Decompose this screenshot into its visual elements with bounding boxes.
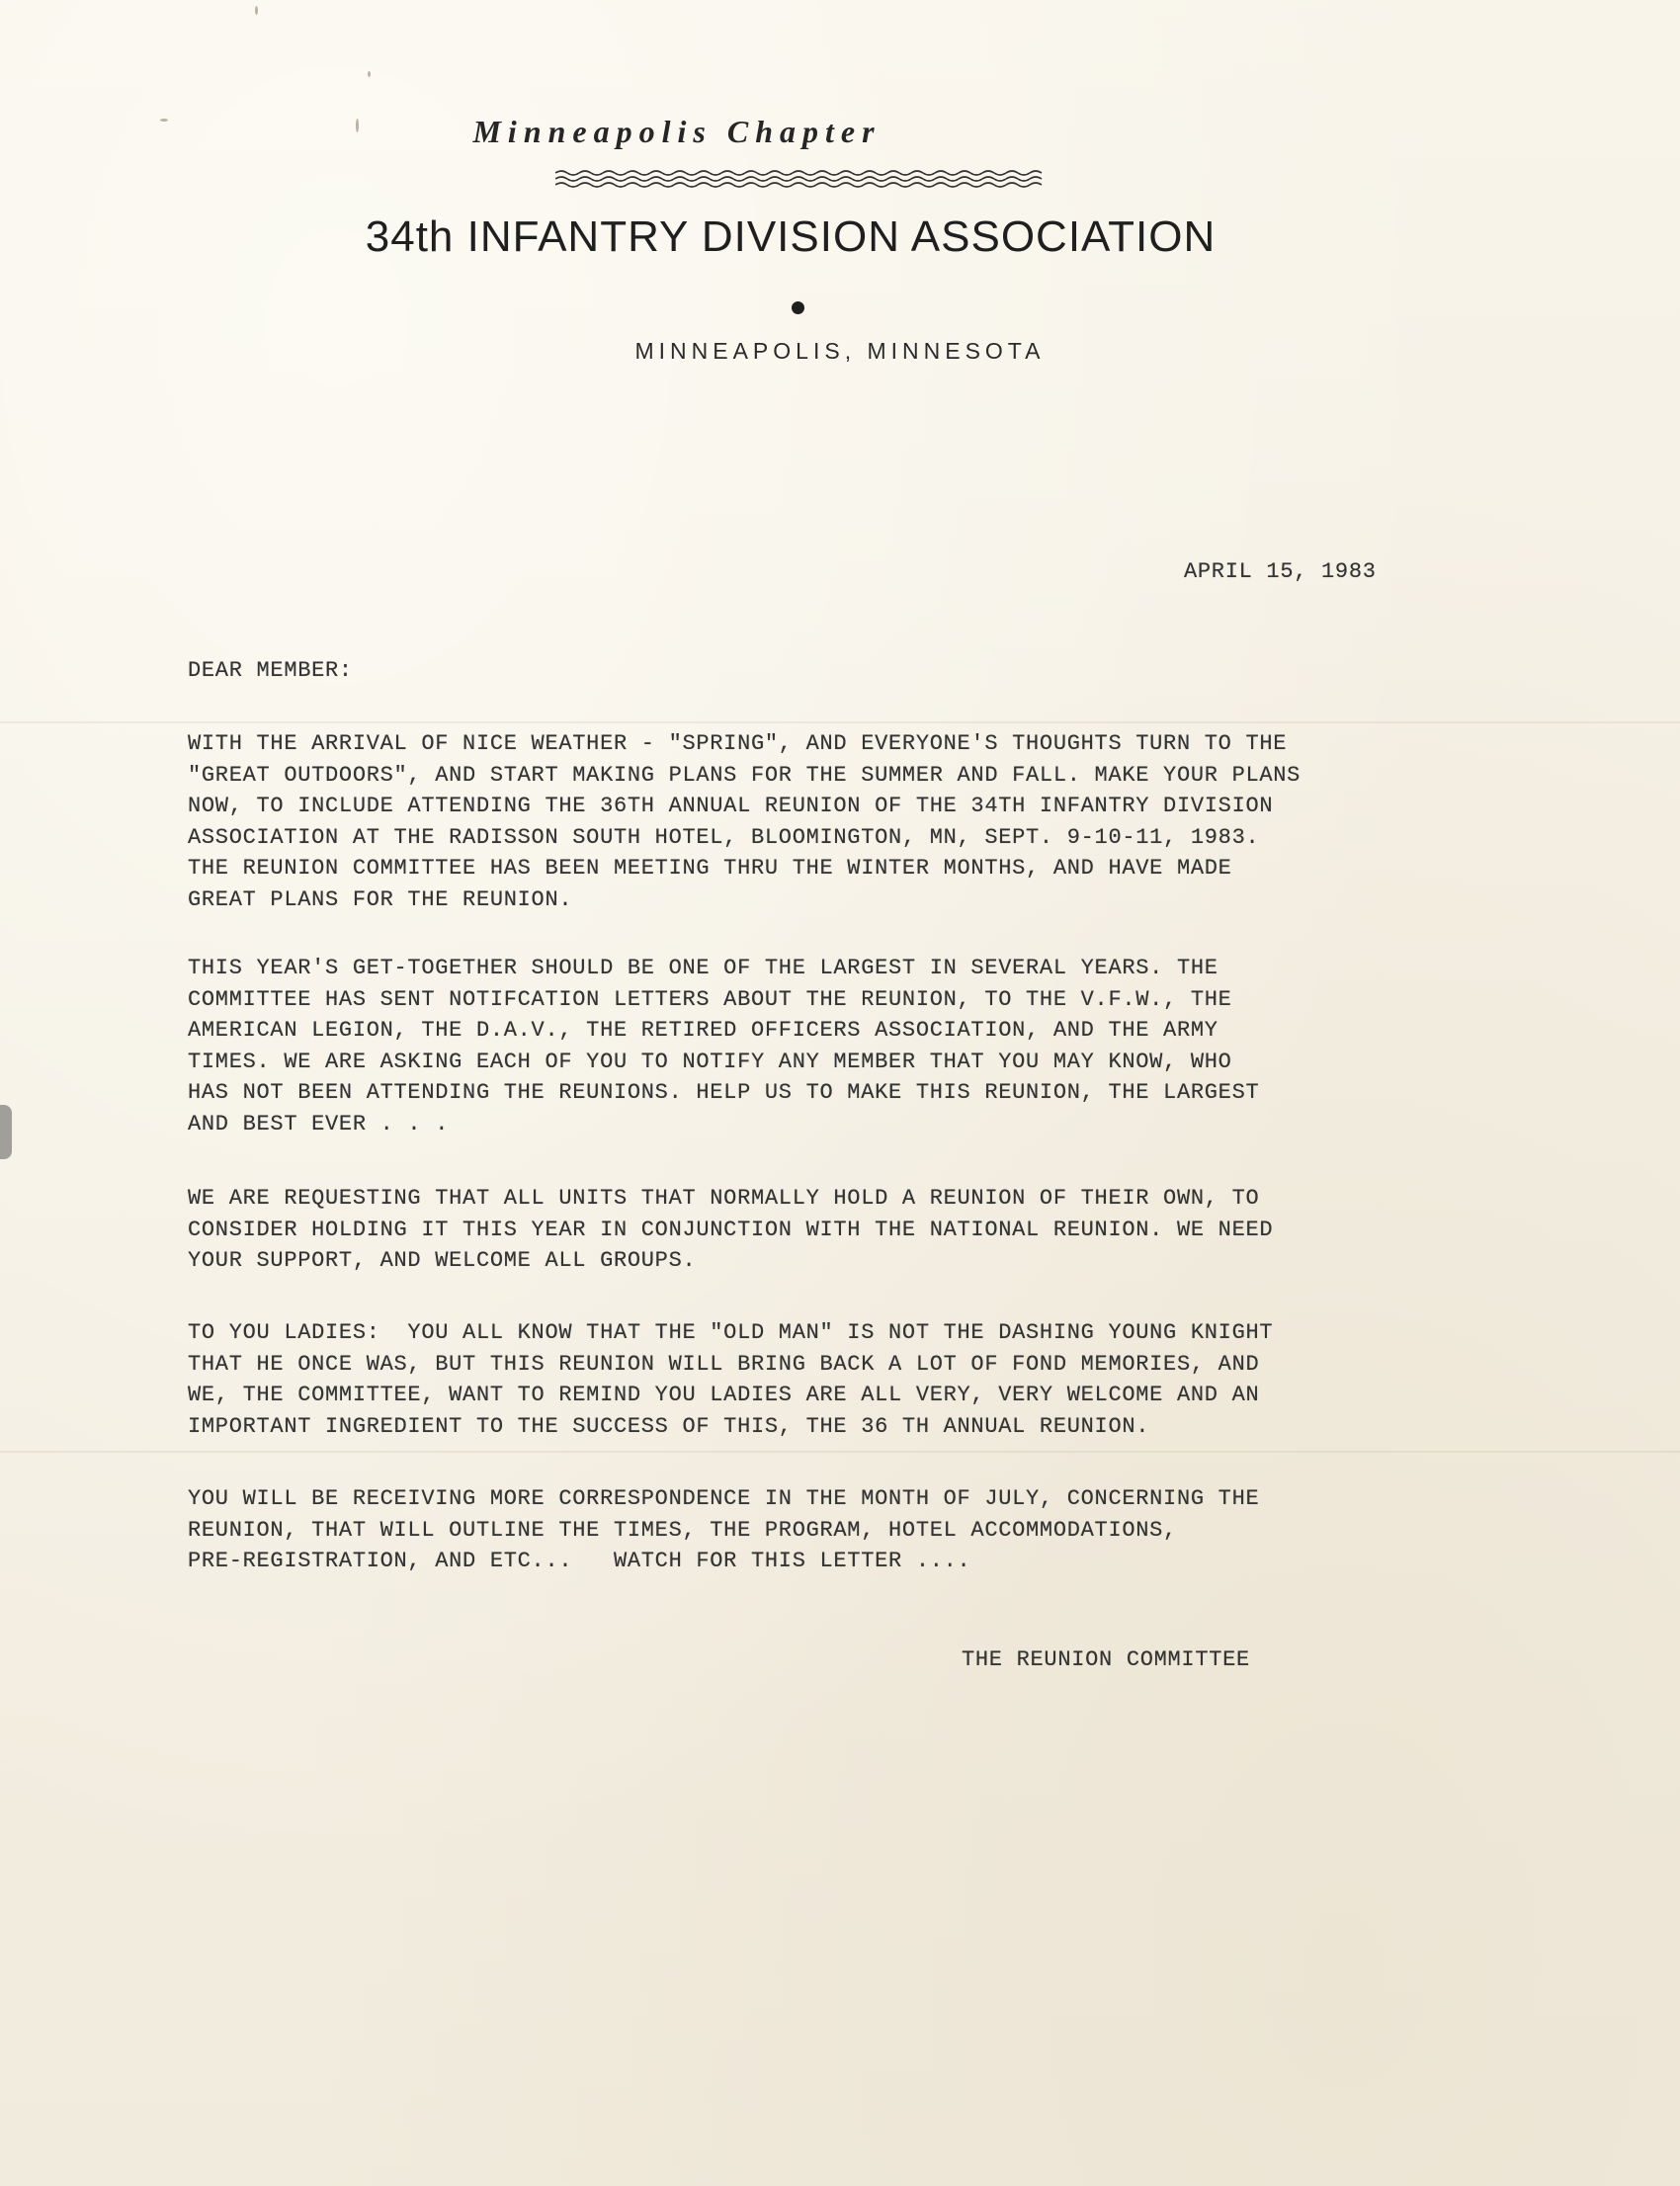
- paragraph-line: YOUR SUPPORT, AND WELCOME ALL GROUPS.: [188, 1248, 697, 1273]
- letter-paragraph: [188, 1183, 1552, 1277]
- paragraph-line: PRE-REGISTRATION, AND ETC... WATCH FOR THIS LETTER ....: [188, 1549, 971, 1573]
- paragraph-line: REUNION, THAT WILL OUTLINE THE TIMES, THE PROGRAM, HOTEL ACCOMMODATIONS,: [188, 1517, 1177, 1543]
- paragraph-line: AND BEST EVER . . .: [188, 1111, 450, 1136]
- paragraph-line: WE ARE REQUESTING THAT ALL UNITS THAT NORMALLY HOLD A REUNION OF THEIR OWN, TO: [188, 1186, 1260, 1211]
- letterhead-wave-rule: [555, 168, 1046, 190]
- paragraph-line: TO YOU LADIES: YOU ALL KNOW THAT THE "OLD MAN" IS NOT THE DASHING YOUNG KNIGHT: [188, 1320, 1274, 1345]
- paragraph-line: NOW, TO INCLUDE ATTENDING THE 36TH ANNUAL REUNION OF THE 34TH INFANTRY DIVISION: [188, 794, 1274, 818]
- paragraph-line: WITH THE ARRIVAL OF NICE WEATHER - "SPRING", AND EVERYONE'S THOUGHTS TURN TO THE: [188, 731, 1288, 756]
- paragraph-line: AMERICAN LEGION, THE D.A.V., THE RETIRED OFFICERS ASSOCIATION, AND THE ARMY: [188, 1018, 1218, 1043]
- paragraph-line: THAT HE ONCE WAS, BUT THIS REUNION WILL BRING BACK A LOT OF FOND MEMORIES, AND: [188, 1351, 1260, 1377]
- letterhead-city: MINNEAPOLIS, MINNESOTA: [634, 338, 1046, 364]
- paragraph-line: YOU WILL BE RECEIVING MORE CORRESPONDENCE IN THE MONTH OF JULY, CONCERNING THE: [188, 1486, 1260, 1511]
- paper-fold-line: [0, 1451, 1680, 1453]
- letter-paragraph: [188, 728, 1552, 915]
- paragraph-line: THE REUNION COMMITTEE HAS BEEN MEETING THRU THE WINTER MONTHS, AND HAVE MADE: [188, 856, 1232, 881]
- paragraph-line: IMPORTANT INGREDIENT TO THE SUCCESS OF THIS, THE 36 TH ANNUAL REUNION.: [188, 1413, 1150, 1439]
- paragraph-line: WE, THE COMMITTEE, WANT TO REMIND YOU LADIES ARE ALL VERY, VERY WELCOME AND AN: [188, 1383, 1260, 1407]
- letter-paragraph: [188, 1317, 1552, 1442]
- letter-salutation: DEAR MEMBER:: [188, 658, 353, 683]
- letterhead-bullet: [792, 301, 804, 314]
- paragraph-line: COMMITTEE HAS SENT NOTIFCATION LETTERS ABOUT THE REUNION, TO THE V.F.W., THE: [188, 986, 1232, 1012]
- letter-paragraph: [188, 953, 1552, 1139]
- paragraph-line: HAS NOT BEEN ATTENDING THE REUNIONS. HELP US TO MAKE THIS REUNION, THE LARGEST: [188, 1080, 1260, 1105]
- paper-speck: [368, 71, 371, 77]
- paragraph-line: ASSOCIATION AT THE RADISSON SOUTH HOTEL, BLOOMINGTON, MN, SEPT. 9-10-11, 1983.: [188, 824, 1260, 850]
- paragraph-line: "GREAT OUTDOORS", AND START MAKING PLANS FOR THE SUMMER AND FALL. MAKE YOUR PLANS: [188, 762, 1302, 788]
- paper-speck: [255, 6, 258, 15]
- letter-paragraph: [188, 1483, 1552, 1577]
- letterhead-chapter: Minneapolis Chapter: [472, 114, 882, 149]
- letter-date: APRIL 15, 1983: [1184, 559, 1377, 584]
- paragraph-line: GREAT PLANS FOR THE REUNION.: [188, 886, 573, 912]
- paragraph-line: TIMES. WE ARE ASKING EACH OF YOU TO NOTIFY ANY MEMBER THAT YOU MAY KNOW, WHO: [188, 1049, 1232, 1074]
- paragraph-line: THIS YEAR'S GET-TOGETHER SHOULD BE ONE OF THE LARGEST IN SEVERAL YEARS. THE: [188, 956, 1218, 980]
- letter-signoff: THE REUNION COMMITTEE: [962, 1647, 1250, 1672]
- paper-fold-line: [0, 721, 1680, 723]
- paragraph-line: CONSIDER HOLDING IT THIS YEAR IN CONJUNCTION WITH THE NATIONAL REUNION. WE NEED: [188, 1217, 1274, 1242]
- letterhead-organization: 34th INFANTRY DIVISION ASSOCIATION: [365, 212, 1217, 261]
- paper-edge-stain: [0, 1105, 12, 1159]
